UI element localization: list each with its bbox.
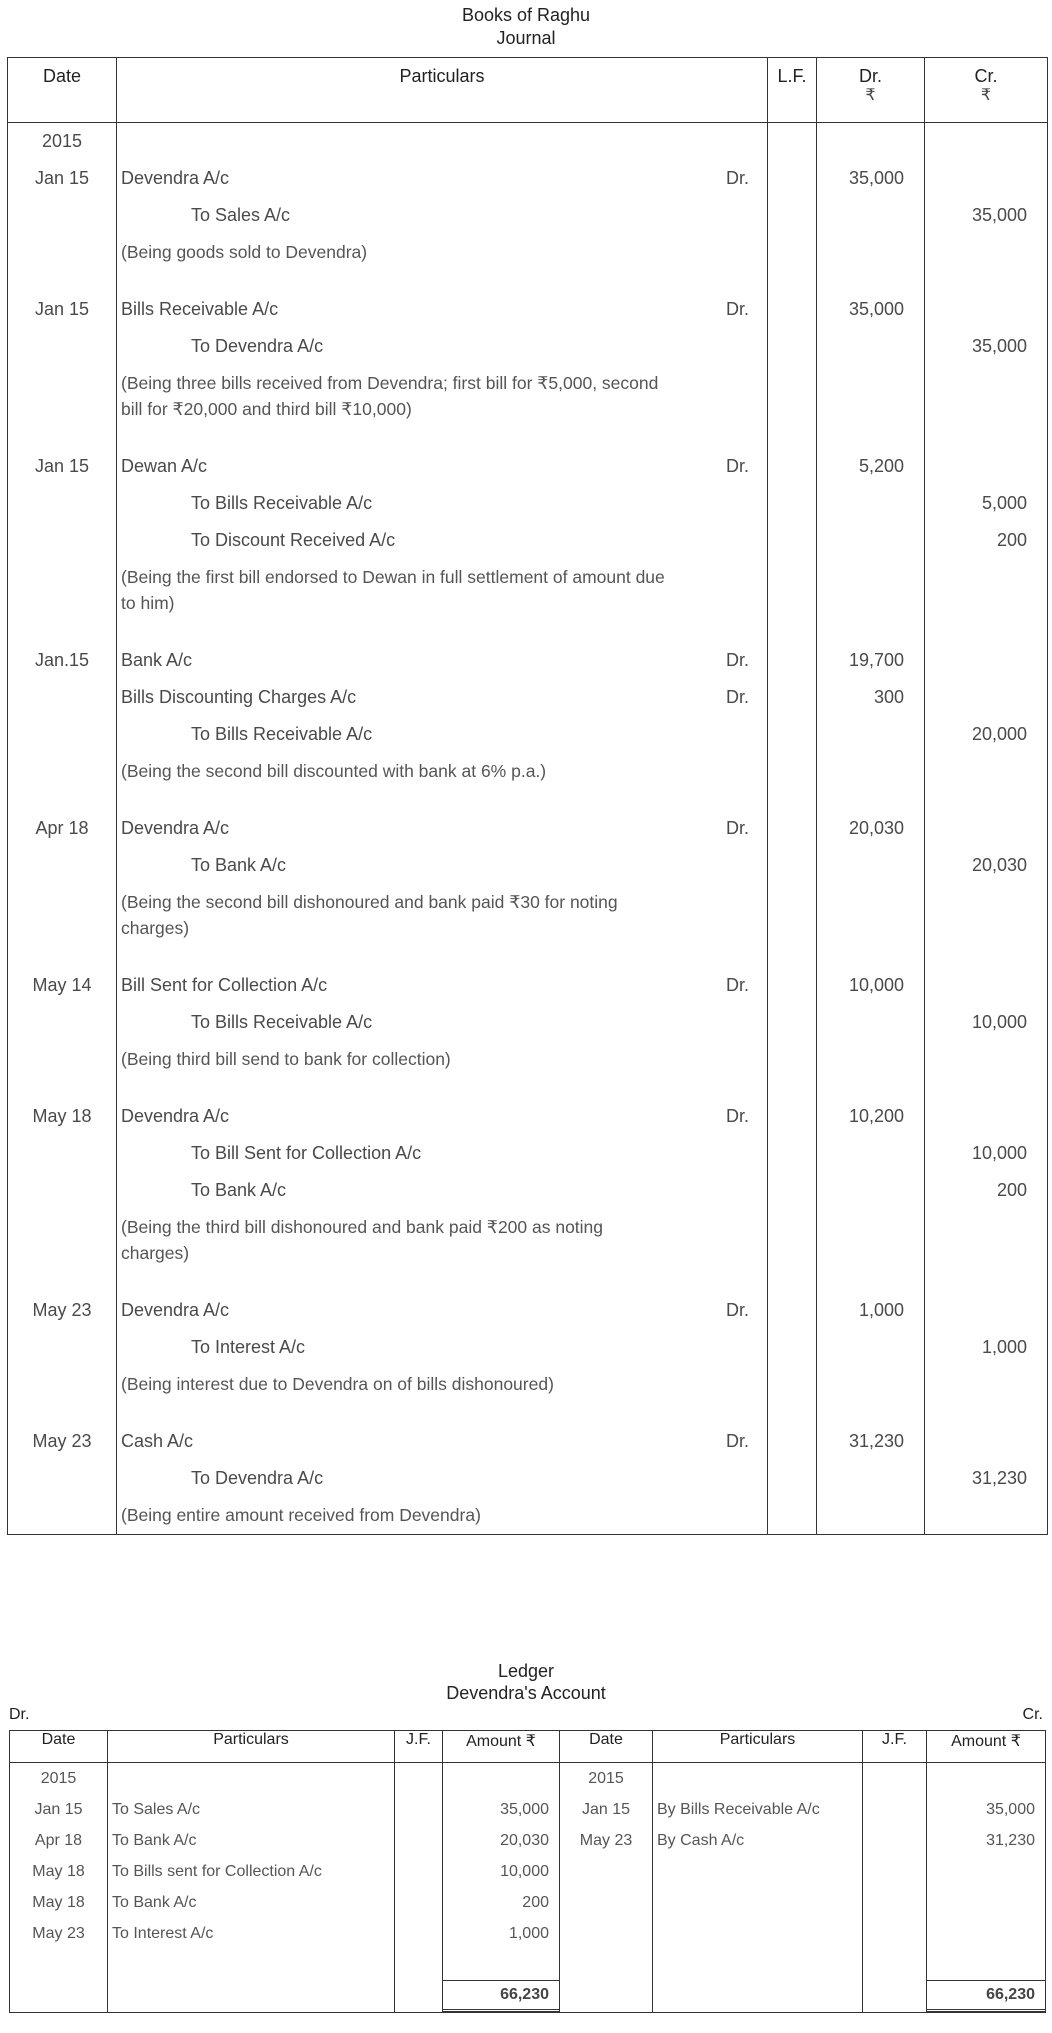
- entry-spacer: [121, 265, 767, 291]
- entry-dr-amount: [817, 1423, 925, 1535]
- ledger-particulars: [653, 1887, 863, 1918]
- entry-cr-amount: [925, 1098, 1048, 1292]
- journal-entry: [8, 448, 1048, 642]
- journal-entry: [8, 810, 1048, 967]
- entry-date: [8, 1423, 117, 1535]
- dr-mark: Dr.: [725, 818, 749, 838]
- entry-particulars: [117, 1098, 768, 1292]
- entry-lf: [768, 1098, 817, 1292]
- dr-mark: Dr.: [725, 650, 749, 670]
- ledger-right-total-cell: [927, 1980, 1046, 2013]
- ledger-table: [9, 1730, 1045, 2013]
- credit-account: To Sales A/c: [191, 205, 291, 225]
- ledger-empty-cell: [108, 1980, 395, 2013]
- ledger-empty-cell: [927, 1949, 1046, 1980]
- entry-date: [8, 448, 117, 642]
- ledger-row: [10, 1763, 1046, 1795]
- ledger-empty-cell: [443, 1949, 560, 1980]
- dr-mark: Dr.: [725, 299, 749, 319]
- ledger-empty-cell: [653, 1949, 863, 1980]
- debit-account: Devendra A/c: [121, 818, 230, 838]
- debit-account: Devendra A/c: [121, 1106, 230, 1126]
- debit-line: [121, 1098, 767, 1135]
- credit-account: To Bills Receivable A/c: [191, 724, 373, 744]
- entry-date: [8, 160, 117, 291]
- entry-date-text: May 23: [32, 1300, 92, 1320]
- journal-entry: [8, 1292, 1048, 1423]
- dr-amount: 35,000: [848, 168, 904, 188]
- entry-date-text: May 18: [32, 1106, 92, 1126]
- header-lf: L.F.: [768, 58, 817, 123]
- ledger-empty-cell: [863, 1949, 927, 1980]
- dr-mark: Dr.: [725, 456, 749, 476]
- ledger-row: [10, 1856, 1046, 1887]
- header-date: Date: [8, 58, 117, 123]
- entry-date: [8, 810, 117, 967]
- entry-lf: [768, 642, 817, 810]
- entry-cr-amount: [925, 1423, 1048, 1535]
- ledger-date: [560, 1887, 653, 1918]
- cr-amount: 200: [996, 530, 1027, 550]
- ledger-grid: [9, 1730, 1046, 2013]
- ledger-spacer-row: [10, 1949, 1046, 1980]
- ledger-header-amount: Amount ₹: [927, 1731, 1046, 1763]
- entry-date-text: Jan 15: [34, 456, 90, 476]
- ledger-date: May 23: [10, 1918, 108, 1949]
- credit-account: To Interest A/c: [191, 1337, 306, 1357]
- ledger-particulars: [108, 1763, 395, 1795]
- dr-amount: 10,000: [848, 975, 904, 995]
- credit-account: To Devendra A/c: [191, 336, 324, 356]
- cr-spacer: [925, 160, 1027, 197]
- entry-spacer: [121, 941, 767, 967]
- ledger-empty-cell: [653, 1980, 863, 2013]
- ledger-amount: [927, 1856, 1046, 1887]
- credit-account: To Bills Receivable A/c: [191, 493, 373, 513]
- debit-account: Bills Discounting Charges A/c: [121, 687, 357, 707]
- entry-particulars: [117, 967, 768, 1098]
- ledger-jf: [395, 1856, 443, 1887]
- ledger-empty-cell: [395, 1980, 443, 2013]
- journal-empty-cell: [117, 123, 768, 161]
- debit-account: Cash A/c: [121, 1431, 194, 1451]
- rupee-symbol: ₹: [865, 87, 876, 104]
- narration: (Being goods sold to Devendra): [121, 242, 368, 262]
- entry-dr-amount: [817, 1292, 925, 1423]
- entry-date: [8, 642, 117, 810]
- ledger-particulars: By Cash A/c: [653, 1825, 863, 1856]
- ledger-right-total: 66,230: [927, 1980, 1045, 2012]
- journal-grid: [7, 57, 1048, 1535]
- entry-dr-amount: [817, 448, 925, 642]
- entry-lf: [768, 967, 817, 1098]
- credit-line: [121, 716, 767, 753]
- credit-line: [121, 328, 767, 365]
- entry-cr-amount: [925, 1292, 1048, 1423]
- ledger-cr-label: Cr.: [1022, 1706, 1043, 1723]
- journal-entry: [8, 642, 1048, 810]
- entry-particulars: [117, 160, 768, 291]
- debit-line: [121, 1423, 767, 1460]
- credit-line: [121, 1460, 767, 1497]
- ledger-jf: [863, 1825, 927, 1856]
- entry-year: [8, 123, 117, 161]
- debit-account: Devendra A/c: [121, 168, 230, 188]
- debit-account: Dewan A/c: [121, 456, 208, 476]
- debit-line: [121, 679, 767, 716]
- ledger-date: May 18: [10, 1887, 108, 1918]
- ledger-row: [10, 1794, 1046, 1825]
- entry-cr-amount: [925, 160, 1048, 291]
- entry-date-text: Apr 18: [35, 818, 89, 838]
- debit-account: Bank A/c: [121, 650, 193, 670]
- ledger-year: 2015: [560, 1763, 653, 1795]
- cr-spacer: [925, 679, 1027, 716]
- dr-amount: 300: [873, 687, 904, 707]
- ledger-empty-cell: [560, 1980, 653, 2013]
- entry-cr-amount: [925, 291, 1048, 448]
- dr-amount: 10,200: [848, 1106, 904, 1126]
- entry-date-text: Jan 15: [34, 299, 90, 319]
- debit-account: Bill Sent for Collection A/c: [121, 975, 328, 995]
- debit-line: [121, 642, 767, 679]
- ledger-title: Ledger: [497, 1661, 555, 1681]
- ledger-header-date: Date: [10, 1731, 108, 1763]
- rupee-symbol: ₹: [980, 87, 992, 104]
- journal-entry: [8, 1423, 1048, 1535]
- credit-account: To Devendra A/c: [191, 1468, 324, 1488]
- ledger-date: Jan 15: [560, 1794, 653, 1825]
- debit-line: [121, 1292, 767, 1329]
- cr-amount: 20,030: [971, 855, 1027, 875]
- entry-lf: [768, 160, 817, 291]
- narration: (Being the first bill endorsed to Dewan in full settlement of amount due to him): [121, 567, 665, 613]
- ledger-amount: [443, 1763, 560, 1795]
- cr-amount: 20,000: [971, 724, 1027, 744]
- ledger-date: Jan 15: [10, 1794, 108, 1825]
- cr-spacer: [925, 1098, 1027, 1135]
- entry-spacer: [121, 422, 767, 448]
- entry-spacer: [121, 1072, 767, 1098]
- entry-date: [8, 291, 117, 448]
- ledger-date: May 23: [560, 1825, 653, 1856]
- entry-dr-amount: [817, 967, 925, 1098]
- ledger-jf: [395, 1918, 443, 1949]
- ledger-jf: [863, 1887, 927, 1918]
- cr-spacer: [925, 1292, 1027, 1329]
- ledger-amount: 35,000: [443, 1794, 560, 1825]
- entry-date: [8, 967, 117, 1098]
- entry-spacer: [121, 1528, 767, 1534]
- cr-amount: 35,000: [971, 336, 1027, 356]
- entry-lf: [768, 448, 817, 642]
- ledger-particulars: To Bank A/c: [108, 1825, 395, 1856]
- cr-amount: 200: [996, 1180, 1027, 1200]
- ledger-empty-cell: [863, 1980, 927, 2013]
- cr-amount: 31,230: [971, 1468, 1027, 1488]
- entry-date-text: May 23: [32, 1431, 92, 1451]
- ledger-particulars: [653, 1856, 863, 1887]
- cr-spacer: [925, 291, 1027, 328]
- ledger-row: [10, 1918, 1046, 1949]
- ledger-amount: 35,000: [927, 1794, 1046, 1825]
- ledger-jf: [395, 1887, 443, 1918]
- cr-spacer: [925, 967, 1027, 1004]
- entry-cr-amount: [925, 642, 1048, 810]
- journal-title-books: Books of Raghu: [461, 5, 591, 25]
- entry-dr-amount: [817, 291, 925, 448]
- journal-empty-cell: [768, 123, 817, 161]
- ledger-account-title: Devendra's Account: [446, 1683, 606, 1703]
- narration: (Being the second bill discounted with bank at 6% p.a.): [121, 761, 547, 781]
- narration: (Being interest due to Devendra on of bills dishonoured): [121, 1374, 554, 1394]
- ledger-empty-cell: [560, 1949, 653, 1980]
- ledger-jf: [863, 1763, 927, 1795]
- credit-line: [121, 522, 767, 559]
- debit-line: [121, 291, 767, 328]
- header-particulars: Particulars: [117, 58, 768, 123]
- ledger-amount: 31,230: [927, 1825, 1046, 1856]
- ledger-date: [560, 1918, 653, 1949]
- entry-spacer: [121, 1397, 767, 1423]
- entry-date-text: May 14: [32, 975, 92, 995]
- cr-spacer: [925, 810, 1027, 847]
- entry-particulars: [117, 291, 768, 448]
- ledger-particulars: To Interest A/c: [108, 1918, 395, 1949]
- dr-mark: Dr.: [725, 687, 749, 707]
- entry-cr-amount: [925, 448, 1048, 642]
- cr-amount: 10,000: [971, 1143, 1027, 1163]
- debit-line: [121, 967, 767, 1004]
- ledger-empty-cell: [10, 1949, 108, 1980]
- ledger-jf: [863, 1918, 927, 1949]
- credit-line: [121, 485, 767, 522]
- entry-year-text: 2015: [41, 131, 83, 151]
- narration: (Being the second bill dishonoured and bank paid ₹30 for noting charges): [121, 892, 618, 938]
- ledger-jf: [395, 1794, 443, 1825]
- cr-amount: 1,000: [981, 1337, 1027, 1357]
- ledger-left-total: 66,230: [443, 1980, 559, 2012]
- journal-year-row: [8, 123, 1048, 161]
- credit-line: [121, 197, 767, 234]
- entry-lf: [768, 1292, 817, 1423]
- ledger-particulars: To Bills sent for Collection A/c: [108, 1856, 395, 1887]
- ledger-particulars: To Bank A/c: [108, 1887, 395, 1918]
- header-dr: Dr. ₹: [817, 58, 925, 123]
- ledger-year: 2015: [10, 1763, 108, 1795]
- ledger-jf: [863, 1794, 927, 1825]
- cr-spacer: [925, 642, 1027, 679]
- entry-cr-amount: [925, 967, 1048, 1098]
- ledger-row: [10, 1887, 1046, 1918]
- ledger-dr-label: Dr.: [9, 1706, 30, 1723]
- ledger-particulars: By Bills Receivable A/c: [653, 1794, 863, 1825]
- journal-empty-cell: [817, 123, 925, 161]
- ledger-header-amount: Amount ₹: [443, 1731, 560, 1763]
- credit-line: [121, 1329, 767, 1366]
- entry-date: [8, 1098, 117, 1292]
- dr-mark: Dr.: [725, 1106, 749, 1126]
- entry-lf: [768, 810, 817, 967]
- entry-particulars: [117, 1423, 768, 1535]
- journal-entry: [8, 1098, 1048, 1292]
- ledger-empty-cell: [395, 1949, 443, 1980]
- ledger-empty-cell: [108, 1949, 395, 1980]
- dr-amount: 20,030: [848, 818, 904, 838]
- debit-line: [121, 810, 767, 847]
- debit-line: [121, 448, 767, 485]
- dr-mark: Dr.: [725, 975, 749, 995]
- ledger-amount: 10,000: [443, 1856, 560, 1887]
- credit-line: [121, 847, 767, 884]
- ledger-header-jf: J.F.: [863, 1731, 927, 1763]
- journal-empty-cell: [925, 123, 1048, 161]
- dr-amount: 1,000: [858, 1300, 904, 1320]
- dr-mark: Dr.: [725, 1431, 749, 1451]
- entry-date: [8, 1292, 117, 1423]
- entry-date-text: Jan 15: [34, 168, 90, 188]
- ledger-amount: [927, 1763, 1046, 1795]
- entry-spacer: [121, 1266, 767, 1292]
- dr-amount: 35,000: [848, 299, 904, 319]
- ledger-total-row: [10, 1980, 1046, 2013]
- credit-account: To Bills Receivable A/c: [191, 1012, 373, 1032]
- journal-entry: [8, 291, 1048, 448]
- journal-entry: [8, 160, 1048, 291]
- dr-mark: Dr.: [725, 1300, 749, 1320]
- ledger-header-jf: J.F.: [395, 1731, 443, 1763]
- cr-spacer: [925, 448, 1027, 485]
- debit-account: Bills Receivable A/c: [121, 299, 279, 319]
- ledger-left-total-cell: [443, 1980, 560, 2013]
- entry-cr-amount: [925, 810, 1048, 967]
- journal-table: [7, 57, 1047, 1637]
- credit-account: To Bank A/c: [191, 855, 287, 875]
- ledger-header-date: Date: [560, 1731, 653, 1763]
- dr-amount: 19,700: [848, 650, 904, 670]
- entry-lf: [768, 291, 817, 448]
- journal-entry: [8, 967, 1048, 1098]
- ledger-header-particulars: Particulars: [653, 1731, 863, 1763]
- narration: (Being entire amount received from Devendra): [121, 1505, 481, 1525]
- credit-line: [121, 1172, 767, 1209]
- entry-dr-amount: [817, 1098, 925, 1292]
- credit-line: [121, 1135, 767, 1172]
- ledger-particulars: [653, 1763, 863, 1795]
- ledger-particulars: To Sales A/c: [108, 1794, 395, 1825]
- cr-amount: 35,000: [971, 205, 1027, 225]
- narration: (Being the third bill dishonoured and bank paid ₹200 as noting charges): [121, 1217, 604, 1263]
- journal-title: Journal: [496, 28, 556, 48]
- entry-particulars: [117, 448, 768, 642]
- ledger-particulars: [653, 1918, 863, 1949]
- debit-line: [121, 160, 767, 197]
- ledger-date: May 18: [10, 1856, 108, 1887]
- entry-spacer: [121, 616, 767, 642]
- ledger-header-particulars: Particulars: [108, 1731, 395, 1763]
- ledger-date: Apr 18: [10, 1825, 108, 1856]
- entry-particulars: [117, 810, 768, 967]
- credit-line: [121, 1004, 767, 1041]
- ledger-jf: [395, 1825, 443, 1856]
- entry-particulars: [117, 1292, 768, 1423]
- ledger-amount: [927, 1887, 1046, 1918]
- narration: (Being three bills received from Devendra; first bill for ₹5,000, second bill for ₹20,000 and third bill ₹10,000): [121, 373, 659, 419]
- debit-account: Devendra A/c: [121, 1300, 230, 1320]
- entry-lf: [768, 1423, 817, 1535]
- entry-dr-amount: [817, 810, 925, 967]
- entry-dr-amount: [817, 642, 925, 810]
- narration: (Being third bill send to bank for collection): [121, 1049, 451, 1069]
- dr-amount: 5,200: [858, 456, 904, 476]
- cr-amount: 10,000: [971, 1012, 1027, 1032]
- ledger-row: [10, 1825, 1046, 1856]
- ledger-amount: 20,030: [443, 1825, 560, 1856]
- ledger-amount: 200: [443, 1887, 560, 1918]
- ledger-amount: 1,000: [443, 1918, 560, 1949]
- cr-amount: 5,000: [981, 493, 1027, 513]
- header-cr: Cr. ₹: [925, 58, 1048, 123]
- credit-account: To Bill Sent for Collection A/c: [191, 1143, 422, 1163]
- dr-amount: 31,230: [848, 1431, 904, 1451]
- ledger-amount: [927, 1918, 1046, 1949]
- ledger-date: [560, 1856, 653, 1887]
- cr-spacer: [925, 1423, 1027, 1460]
- entry-date-text: Jan.15: [34, 650, 90, 670]
- dr-mark: Dr.: [725, 168, 749, 188]
- ledger-empty-cell: [10, 1980, 108, 2013]
- entry-particulars: [117, 642, 768, 810]
- credit-account: To Bank A/c: [191, 1180, 287, 1200]
- ledger-jf: [863, 1856, 927, 1887]
- entry-spacer: [121, 784, 767, 810]
- credit-account: To Discount Received A/c: [191, 530, 396, 550]
- entry-dr-amount: [817, 160, 925, 291]
- ledger-jf: [395, 1763, 443, 1795]
